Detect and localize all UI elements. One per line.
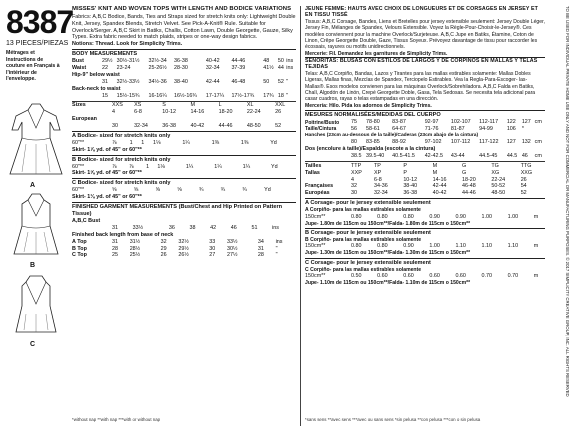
dos-label: Dos (encolure à taille)/Espalda (escote a la cintura) bbox=[305, 146, 436, 153]
c-skirt-text: Skirt- 1⅛ yd. of 45" or 60"** bbox=[72, 194, 142, 201]
european-row: 30 32-34 36-38 40-42 44-46 48-50 52 bbox=[112, 122, 282, 129]
c-jupe-text: Jupe- 1.10m de 115cm ou 150cm**/Falda- 1.10m de 115cm o 150cm** bbox=[305, 280, 471, 287]
view-c-label: C bbox=[30, 341, 36, 348]
c-bodice-heading: C Bodice- sized for stretch knits only bbox=[72, 178, 296, 187]
a-yardage-table: 60"** ⅞ 1 1 1⅛ 1¼ 1⅜ 1⅜ Yd bbox=[72, 139, 277, 146]
telas-text: Telas: A,B,C Corpiño, Bandas, Lazos y Tirantes para las mallas estirables solamente: Mallas Dobles Ligeras, Mallas finas, Mezclas de Spandex, Terciopelo Estirables. Vea la Regla-Para-Escoger- las-Mallas®. Esos modelos convienen para las máquinas Overlock/Sobrehiladora. A,B,C Falda en Batiks, Chalí, Algodón de Linón, Crepé Georgette Doble, Gasa, Tela Sedosas. Se necesita tela adicional para casar cuadros, rayas o telas estampadas en una dirección. bbox=[305, 70, 536, 103]
french-footnote: *sans sens **avec sens ***avec ou sans sens *sin pelusa **con pelusa ***con o sin pelusa bbox=[305, 417, 481, 422]
a-metrage-table: 150cm** 0.80 0.80 0.80 0.90 0.90 1.00 1.00 m bbox=[305, 213, 539, 220]
tissus-text: Tissus: A,B,C Corsage, Bandes, Liens et Bretelles pour jersey extensible seulement: Jersey Double Léger, Jersey Fin, Mélanges de Spandex, Velours Extensible. Voyez la Règle-Pour-Choisir-le-Jersey®. Ces modèles conviennent pour la machine Overlock/Surjeteuse. A,B,C Jupe en Batiks, Étamine, Coton de Linon, Crêpe Georgette Double, Gaze, Tissus Soyeux. Prévoyez davantage de tissu pour raccorder les écossais, rayures ou motifs unidirectionnels. bbox=[305, 18, 545, 51]
b-corsage-heading: B Corsage- pour le jersey extensible seulement bbox=[305, 228, 545, 237]
a-corsage-heading: A Corsage- pour le jersey extensible seulement bbox=[305, 198, 545, 207]
hanches-label: Hanches (23cm au-dessous de la taille)/Caderas (23cm abajo de la cintura) bbox=[305, 133, 479, 139]
b-corpino-heading: B Corpiño- para las mallas estirables solamente bbox=[305, 237, 422, 244]
mesures-heading: MESURES NORMALISÉES/MEDIDAS DEL CUERPO bbox=[305, 110, 545, 119]
pattern-number: 8387 bbox=[6, 4, 74, 40]
notions-text: Notions: Thread. Look for Simplicity Trims. bbox=[72, 41, 183, 48]
finished-back-label: Finished back length from base of neck bbox=[72, 231, 174, 238]
english-title: MISSES' KNIT AND WOVEN TOPS WITH LENGTH AND BODICE VARIATIONS bbox=[72, 6, 292, 12]
view-a-illustration bbox=[4, 100, 68, 180]
body-measurements-table bbox=[72, 58, 296, 99]
c-corsage-heading: C Corsage- pour le jersey extensible seulement bbox=[305, 258, 545, 267]
a-bodice-heading: A Bodice- sized for stretch knits only bbox=[72, 131, 296, 140]
french-title: JEUNE FEMME: HAUTS AVEC CHOIX DE LONGUEURS ET DE CORSAGES EN JERSEY ET EN TISSU TISSÉ bbox=[305, 6, 538, 19]
back-row: 15 15½-15¾ 16-16¼ 16½-16¾ 17-17¼ 17½-17¾ 17¾ 18 " bbox=[102, 92, 289, 99]
english-column bbox=[72, 6, 296, 259]
mercerie-text: Mercerie: Fil. Demandez les garnitures de Simplicity Trims. bbox=[305, 50, 448, 57]
b-bodice-heading: B Bodice- sized for stretch knits only bbox=[72, 155, 296, 164]
column-divider bbox=[300, 6, 301, 426]
merceria-text: Mercería: Hilo. Pida los adornos de Simplicity Trims. bbox=[305, 102, 432, 109]
a-jupe-text: Jupe- 1.80m de 115cm ou 150cm**/Falda- 1.80m de 115cm o 150cm** bbox=[305, 220, 471, 227]
copyright-text: TO BE USED FOR INDIVIDUAL PRIVATE HOME USE ONLY AND NOT FOR COMMERCIAL OR MANUFACTURING PURPOSES. © 2017 SIMPLICITY CREATIVE GROUP, INC. ALL RIGHTS RESERVED bbox=[565, 6, 570, 397]
back-neck-label: Back-neck to waist bbox=[72, 85, 121, 92]
c-metrage-table: 150cm** 0.50 0.60 0.60 0.60 0.60 0.70 0.70 m bbox=[305, 273, 539, 280]
c-yardage-table: 60"** ⅝ ⅝ ⅝ ⅝ ¾ ¾ ¾ Yd bbox=[72, 187, 271, 194]
french-note: Métrages et Instructions de couture en Français à l'intérieur de l'enveloppe. bbox=[6, 50, 60, 82]
divider bbox=[305, 161, 545, 162]
bust-row: Bust 29½ 30½-31½ 32½-34 36-38 40-42 44-46 48 50 ins bbox=[72, 58, 294, 65]
a-corpino-heading: A Corpiño- para las mallas estirables solamente bbox=[305, 207, 421, 214]
view-a-label: A bbox=[30, 182, 36, 189]
tailles-table: Tailles TTP TP P M G TG TTG Tallas XXP XP P M G XG XXG 4 6-8 10-12 14-16 18-20 22-24 26 Françaises 32 34-36 38-40 42-44 46-48 50-52 54 Européas 30 32-34 36-38 40-42 44-46 48-50 52 bbox=[305, 162, 533, 197]
b-jupe-text: Jupe- 1.30m de 115cm ou 150cm**/Falda- 1.30m de 115cm o 150cm** bbox=[305, 250, 471, 257]
view-b-illustration bbox=[4, 192, 68, 260]
hip-label: Hip-9" below waist bbox=[72, 71, 120, 78]
b-skirt-text: Skirt- 1⅝ yd. of 45" or 60"** bbox=[72, 170, 142, 177]
pieces-count: 13 PIECES/PIEZAS bbox=[6, 40, 69, 47]
b-metrage-table: 150cm** 0.80 0.80 0.90 1.00 1.10 1.10 1.10 m bbox=[305, 243, 539, 250]
a-skirt-text: Skirt- 1⅞ yd. of 45" or 60"** bbox=[72, 146, 142, 153]
european-label: European bbox=[72, 115, 97, 122]
spanish-title: SEÑORITAS: BLUSAS CON ESTILOS DE LARGOS Y DE CORPIÑOS EN MALLAS Y TELAS TEJIDAS bbox=[305, 57, 545, 71]
c-corpino-heading: C Corpiño- para las mallas estirables solamente bbox=[305, 266, 422, 273]
finished-bust-table: 31 33½ 36 38 42 46 51 ins bbox=[112, 224, 280, 231]
copyright-rotated bbox=[548, 6, 570, 426]
finished-heading: FINISHED GARMENT MEASUREMENTS (Bust/Chest and Hip Printed on Pattern Tissue) bbox=[72, 202, 296, 218]
hip-row: 31 32½-33½ 34½-36 38-40 42-44 46-48 50 52 " bbox=[102, 78, 289, 85]
b-yardage-table: 60"** ⅞ ⅞ 1 1⅛ 1¼ 1¼ 1¼ Yd bbox=[72, 163, 278, 170]
sizes-row: Sizes XXS XS S M L XL XXL bbox=[72, 102, 286, 109]
waist-row: Waist 22 23-24 25-26½ 28-30 32-34 37-39 41½ 44 ins bbox=[72, 65, 294, 72]
fabrics-text: Fabrics: A,B,C Bodice, Bands, Ties and Straps sized for stretch knits only: Lightweight Double Knit, Jersey, Spandex Blends, Stretch Velvet. See Pick-A-Knit® Rule. Suitable for Overlock/Serger. A,B,C Skirt in Batiks, Challis, Cotton Lawn, Double Georgette, Gauze, Silky Types. Extra fabric needed to match plaids, stripes or one-way design fabrics. bbox=[72, 14, 296, 41]
english-footnote: *without nap **with nap ***with or without nap bbox=[72, 417, 161, 422]
sizes-num-row: 4 6-8 10-12 14-16 18-20 22-24 26 bbox=[112, 109, 282, 116]
divider bbox=[72, 101, 296, 102]
mesures-table: Poitrine/Busto 75 78-80 83-87 92-97 102-107 112-117 122 127 cm Taille/Cintura 56 58-61 64-67 71-76 81-87 94-99 106 * Hanches (23cm au-dessous de la taille)/Caderas (23cm abajo de la cintura) 80 83-85 88-92 97-102 107-112 117-122 127 132 cm Dos (encolure à taille)/Espalda (escote a la cintura) 38.5 39.5-40 40.5-41.5 42-42.5 43-44 44.5-45 44.5 46 cm bbox=[305, 119, 545, 160]
sizes-table bbox=[72, 102, 296, 130]
finished-length-table: A Top 31 31½ 32 32½ 33 33½ 34 ins B Top 28 28½ 29 29½ 30 30½ 31 " C Top 25 25½ 26 26½ 27 27½ 28 " bbox=[72, 238, 283, 259]
view-b-label: B bbox=[30, 262, 36, 269]
finished-bust-label: A,B,C Bust bbox=[72, 218, 101, 225]
body-measurements-heading: BODY MEASUREMENTS bbox=[72, 49, 296, 58]
view-c-illustration bbox=[4, 274, 68, 340]
french-spanish-column bbox=[305, 6, 545, 287]
